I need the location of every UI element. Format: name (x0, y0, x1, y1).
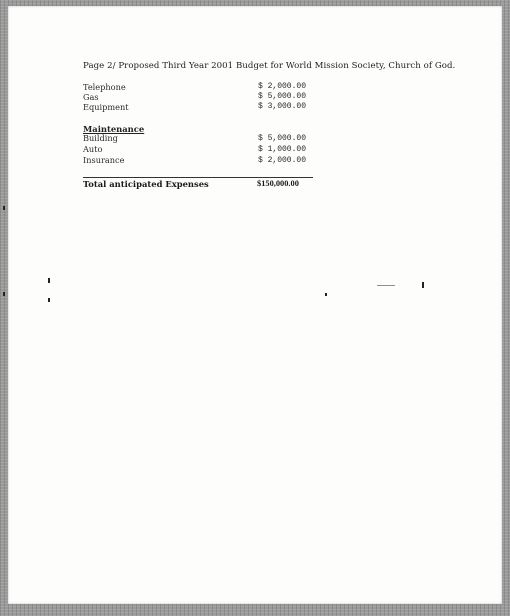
maintenance-label-auto: Auto (83, 144, 103, 154)
expense-label-equipment: Equipment (83, 102, 129, 112)
expense-label-telephone: Telephone (83, 82, 126, 92)
maintenance-label-insurance: Insurance (83, 155, 125, 165)
expense-amount-equipment: $ 3,000.00 (258, 102, 307, 111)
maintenance-amount-building: $ 5,000.00 (258, 134, 307, 143)
maintenance-label-building: Building (83, 133, 118, 143)
total-amount: $150,000.00 (257, 179, 299, 188)
expense-amount-telephone: $ 2,000.00 (258, 82, 307, 91)
total-divider (83, 177, 313, 178)
maintenance-amount-insurance: $ 2,000.00 (258, 156, 307, 165)
expense-amount-gas: $ 5,000.00 (258, 92, 307, 101)
scan-speck (48, 278, 50, 283)
document-page (8, 6, 502, 604)
scan-speck (422, 282, 424, 288)
maintenance-amount-auto: $ 1,000.00 (258, 145, 307, 154)
page-heading: Page 2/ Proposed Third Year 2001 Budget for World Mission Society, Church of God. (83, 61, 456, 71)
maintenance-heading: Maintenance (83, 124, 145, 134)
scan-speck (377, 285, 395, 286)
scan-speck (48, 298, 50, 302)
scan-speck (3, 206, 5, 210)
expense-label-gas: Gas (83, 92, 99, 102)
scan-speck (3, 292, 5, 296)
total-label: Total anticipated Expenses (83, 179, 209, 189)
scan-speck (325, 293, 327, 296)
